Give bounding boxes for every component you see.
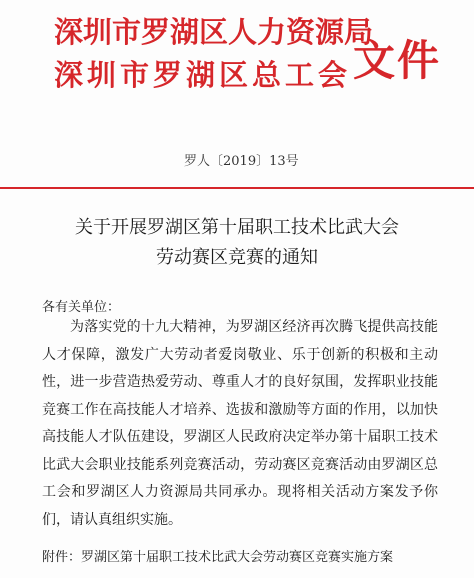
- notice-title-line-1: 关于开展罗湖区第十届职工技术比武大会: [75, 217, 399, 238]
- notice-title-line-2: 劳动赛区竞赛的通知: [156, 247, 318, 268]
- document-type-label: 文件: [353, 36, 442, 85]
- document-number: 罗人〔2019〕13号: [184, 154, 299, 169]
- salutation: 各有关单位：: [42, 300, 121, 315]
- red-divider: [0, 187, 474, 189]
- issuer-line-2: 深圳市罗湖区总工会: [54, 58, 352, 92]
- notice-body: 为落实党的十九大精神，为罗湖区经济再次腾飞提供高技能人才保障，激发广大劳动者爱岗敬业、乐于创新的积极和主动性，进一步营造热爱劳动、尊重人才的良好氛围，发挥职业技能竞赛工作在高技能人才培养、选拔和激励等方面的作用，以加快高技能人才队伍建设，罗湖区人民政府决定举办第十届职工技术比武大会职业技能系列竞赛活动，劳动赛区竞赛活动由罗湖区总工会和罗湖区人力资源局共同承办。现将相关活动方案发予你们，请认真组织实施。: [42, 319, 438, 528]
- issuer-line-1: 深圳市罗湖区人力资源局: [54, 15, 374, 49]
- attachment-line: 附件：罗湖区第十届职工技术比武大会劳动赛区竞赛实施方案: [42, 550, 394, 565]
